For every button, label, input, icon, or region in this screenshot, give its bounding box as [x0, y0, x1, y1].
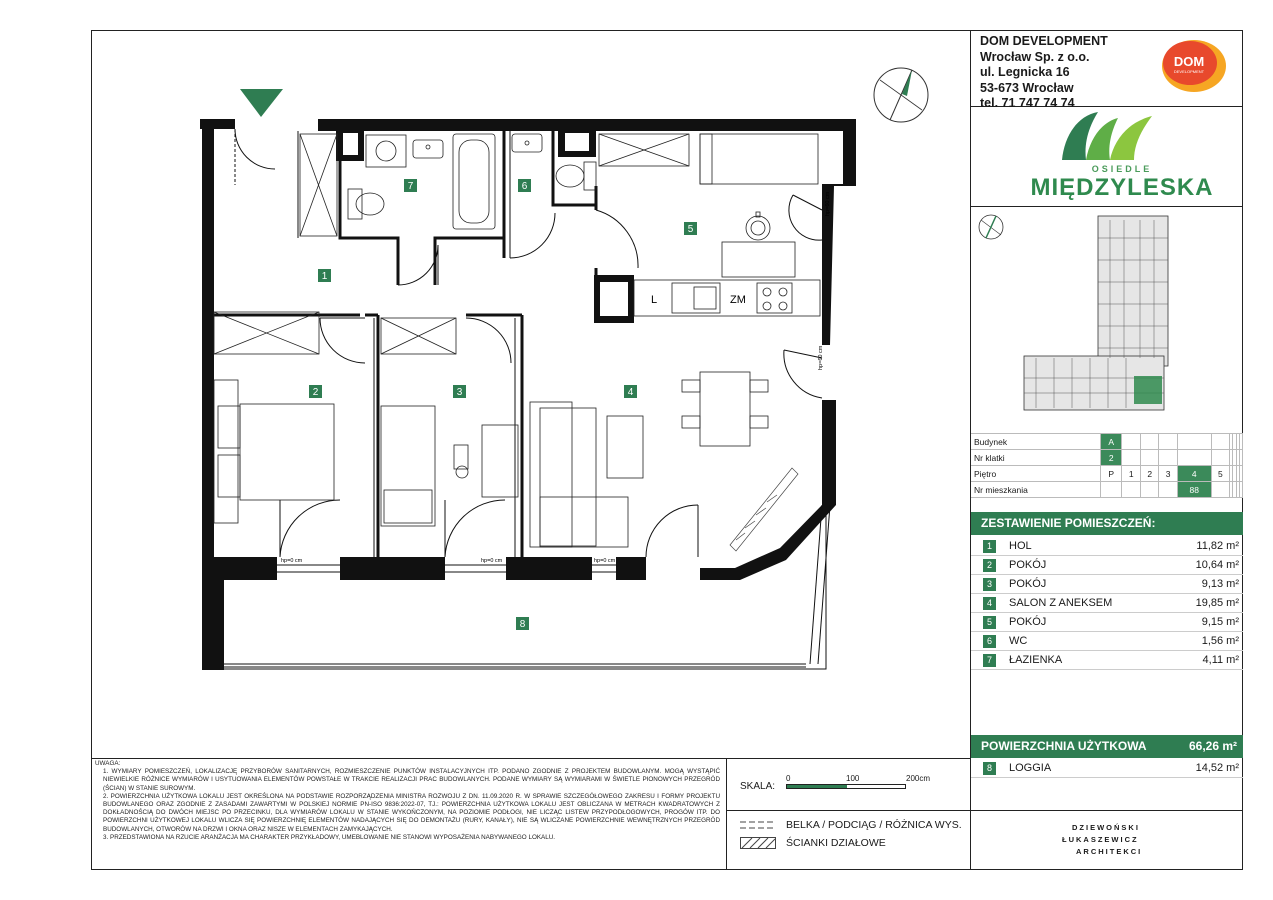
room-marker-8: 8	[519, 619, 526, 630]
logo-text-dom: DOM	[1173, 54, 1205, 69]
site-plan	[974, 208, 1240, 430]
room-num: 1	[983, 540, 996, 553]
room-area: 1,56 m²	[1201, 635, 1239, 647]
compass-icon	[874, 68, 928, 122]
window-label: hp=60 cm	[825, 191, 831, 216]
notes-scale-divider	[726, 758, 727, 870]
room-row	[971, 537, 1243, 556]
company-city: 53-673 Wrocław	[980, 80, 1074, 95]
info-cell: 1	[1122, 466, 1140, 482]
info-cell	[1211, 450, 1229, 466]
info-cell	[1239, 466, 1242, 482]
room-area: 10,64 m²	[1195, 559, 1239, 571]
note-item: 3. PRZEDSTAWIONA NA RZUCIE ARANŻACJA MA CHARAKTER PRZYKŁADOWY, UMEBLOWANIE NIE STANOWI WYPOSAŻENIA NABYWANEGO LOKALU.	[103, 833, 556, 841]
room-num: 2	[983, 559, 996, 572]
brand-title: MIĘDZYLESKA	[1030, 174, 1214, 201]
info-cell	[1177, 434, 1211, 450]
company-name: DOM DEVELOPMENT	[980, 34, 1108, 48]
room-row	[971, 556, 1243, 575]
info-cell	[1159, 482, 1177, 498]
room-area: 11,82 m²	[1196, 540, 1239, 552]
info-cell	[1177, 450, 1211, 466]
company-street: ul. Legnicka 16	[980, 65, 1070, 79]
info-row	[971, 434, 1243, 450]
architect-line-3: ARCHITEKCI	[1076, 847, 1143, 856]
info-cell	[1122, 450, 1140, 466]
total-area-value: 66,26 m²	[1188, 739, 1237, 753]
brand-divider	[970, 206, 1243, 207]
room-area: 4,11 m²	[1202, 654, 1239, 666]
info-cell: 88	[1177, 482, 1211, 498]
scale-legend-divider	[726, 810, 970, 811]
room-area: 9,13 m²	[1201, 578, 1239, 590]
total-area-label: POWIERZCHNIA UŻYTKOWA	[981, 739, 1147, 753]
scale-tick-0: 0	[786, 774, 791, 783]
room-row	[971, 594, 1243, 613]
info-cell: P	[1101, 466, 1122, 482]
sill-label: hp=0 cm	[594, 558, 616, 564]
note-item: 1. WYMIARY POMIESZCZEŃ, LOKALIZACJĘ PRZYBORÓW SANITARNYCH, ROZMIESZCZENIE PUNKTÓW INSTALACYJNYCH ITP. PODANO ZGODNIE Z PROJEKTEM BUDOWLANYM. MOGĄ WYSTĄPIĆ NIEWIELKIE RÓŻNICE WYMIARÓW I USYTUOWANIA ELEMENTÓW POWSTAŁE W TRAKCIE REALIZACJI PRAC BUDOWLANYCH. PODANE WYMIARY SĄ WYMIARAMI W ŚWIETLE PIONOWYCH PRZEGRÓD (ŚCIAN) W STANIE SUROWYM.	[103, 768, 720, 792]
kitchen-label-dishwasher: ZM	[730, 294, 746, 306]
beam-legend-label: BELKA / PODCIĄG / RÓŻNICA WYS.	[786, 819, 962, 831]
info-row-label: Nr klatki	[971, 450, 1101, 466]
scale-label: SKALA:	[740, 781, 776, 792]
site-plan-unit-highlight	[1134, 376, 1162, 404]
note-item: 2. POWIERZCHNIA UŻYTKOWA LOKALU JEST OKREŚLONA NA PODSTAWIE ROZPORZĄDZENIA MINISTRA ROZWOJU Z DN. 11.09.2020 R. W SPRAWIE SZCZEGÓŁOWEGO ZAKRESU I FORMY PROJEKTU BUDOWLANEGO ORAZ ZGODNIE Z ZASADAMI ZAWARTYMI W POLSKIEJ NORMIE PN-ISO 9836:2022-07, TJ.: POWIERZCHNIA UŻYTKOWA LOKALU JEST OBLICZANA W METRACH KWADRATOWYCH Z DOKŁADNOŚCIĄ DO DWÓCH MIEJSC PO PRZECINKU, DLA WYMIARÓW LOKALU W STANIE WYKOŃCZONYM, NA POZIOMIE PODŁOGI, NIE LICZĄC LISTEW PRZYPODŁOGOWYCH, PROGÓW ITP. DO POWIERZCHNI UŻYTKOWEJ LOKALU WLICZA SIĘ POWIERZCHNIĘ ELEMENTÓW NADAJĄCYCH SIĘ DO DEMONTAŻU (RURY, KANAŁY), NIE SĄ WLICZANE POWIERZCHNIE WEWNĘTRZNYCH PRZEGRÓD BUDOWLANYCH, OTWORÓW NA DRZWI I OKNA ORAZ NISZE W ELEMENTACH ZAMYKAJĄCYCH.	[103, 792, 720, 833]
room-marker-4: 4	[627, 387, 634, 398]
info-row-label: Budynek	[971, 434, 1101, 450]
info-cell	[1239, 482, 1242, 498]
info-row-label: Nr mieszkania	[971, 482, 1101, 498]
site-compass-icon	[979, 215, 1003, 239]
info-cell	[1211, 434, 1229, 450]
room-marker-6: 6	[521, 181, 528, 192]
unit-info-table	[971, 433, 1243, 498]
notes	[95, 760, 720, 842]
room-name: SALON Z ANEKSEM	[1009, 597, 1113, 609]
info-cell	[1140, 482, 1158, 498]
room-marker-5: 5	[687, 224, 694, 235]
info-cell	[1122, 434, 1140, 450]
company-entity: Wrocław Sp. z o.o.	[980, 49, 1090, 64]
company-phone: tel. 71 747 74 74	[980, 96, 1075, 110]
room-name: WC	[1009, 635, 1028, 647]
info-row	[971, 450, 1243, 466]
window-label: hp=60 cm	[818, 345, 824, 370]
room-row	[971, 575, 1243, 594]
info-cell: 4	[1177, 466, 1211, 482]
info-cell: 3	[1159, 466, 1177, 482]
logo-text-development: DEVELOPMENT	[1173, 69, 1205, 74]
info-row-label: Piętro	[971, 466, 1101, 482]
room-marker-2: 2	[312, 387, 319, 398]
sill-label: hp=0 cm	[481, 558, 503, 564]
entrance-arrow-icon	[240, 89, 283, 117]
room-area: 19,85 m²	[1195, 597, 1239, 609]
info-cell: 5	[1211, 466, 1229, 482]
info-cell: A	[1101, 434, 1122, 450]
room-name: POKÓJ	[1009, 616, 1047, 628]
room-name: POKÓJ	[1009, 559, 1047, 571]
notes-title: UWAGA:	[95, 760, 121, 767]
room-area: 9,15 m²	[1201, 616, 1239, 628]
architect-logo	[1062, 822, 1142, 858]
info-cell	[1239, 450, 1242, 466]
loggia-row	[971, 759, 1243, 778]
room-name: ŁAZIENKA	[1009, 654, 1063, 666]
loggia-num: 8	[983, 762, 996, 775]
room-name: POKÓJ	[1009, 578, 1047, 590]
bottom-divider	[970, 810, 1243, 811]
room-marker-1: 1	[321, 271, 328, 282]
room-num: 3	[983, 578, 996, 591]
room-row	[971, 613, 1243, 632]
architect-line-2: ŁUKASZEWICZ	[1062, 835, 1139, 844]
company-info	[980, 34, 1108, 112]
info-row	[971, 482, 1243, 498]
kitchen-label-sink: L	[651, 294, 658, 306]
room-row	[971, 651, 1243, 670]
info-row	[971, 466, 1243, 482]
beam-legend-icon	[740, 820, 776, 830]
info-cell	[1159, 434, 1177, 450]
scale-tick-100: 100	[846, 774, 860, 783]
brand-subtitle: OSIEDLE	[1091, 164, 1153, 174]
info-cell	[1101, 482, 1122, 498]
room-num: 6	[983, 635, 996, 648]
info-cell	[1122, 482, 1140, 498]
scale-bar	[786, 784, 906, 789]
room-name: HOL	[1009, 540, 1032, 552]
total-area-bar	[971, 735, 1243, 758]
notes-divider	[91, 758, 970, 759]
partition-legend-label: ŚCIANKI DZIAŁOWE	[786, 837, 886, 849]
room-num: 4	[983, 597, 996, 610]
loggia-area: 14,52 m²	[1195, 762, 1239, 774]
scale-tick-200: 200cm	[906, 774, 931, 783]
miedzyleska-logo	[1058, 108, 1158, 164]
info-cell	[1211, 482, 1229, 498]
loggia-name: LOGGIA	[1009, 762, 1052, 774]
sill-label: hp=0 cm	[281, 558, 303, 564]
info-cell	[1140, 434, 1158, 450]
room-num: 7	[983, 654, 996, 667]
dom-development-logo	[1156, 36, 1228, 94]
info-cell: 2	[1101, 450, 1122, 466]
room-marker-3: 3	[456, 387, 463, 398]
room-num: 5	[983, 616, 996, 629]
rooms-header: ZESTAWIENIE POMIESZCZEŃ:	[971, 512, 1243, 535]
info-cell	[1159, 450, 1177, 466]
info-cell: 2	[1140, 466, 1158, 482]
room-marker-7: 7	[407, 181, 414, 192]
info-cell	[1239, 434, 1242, 450]
architect-line-1: DZIEWOŃSKI	[1072, 823, 1140, 832]
room-row	[971, 632, 1243, 651]
partition-legend-icon	[740, 837, 776, 849]
info-cell	[1140, 450, 1158, 466]
